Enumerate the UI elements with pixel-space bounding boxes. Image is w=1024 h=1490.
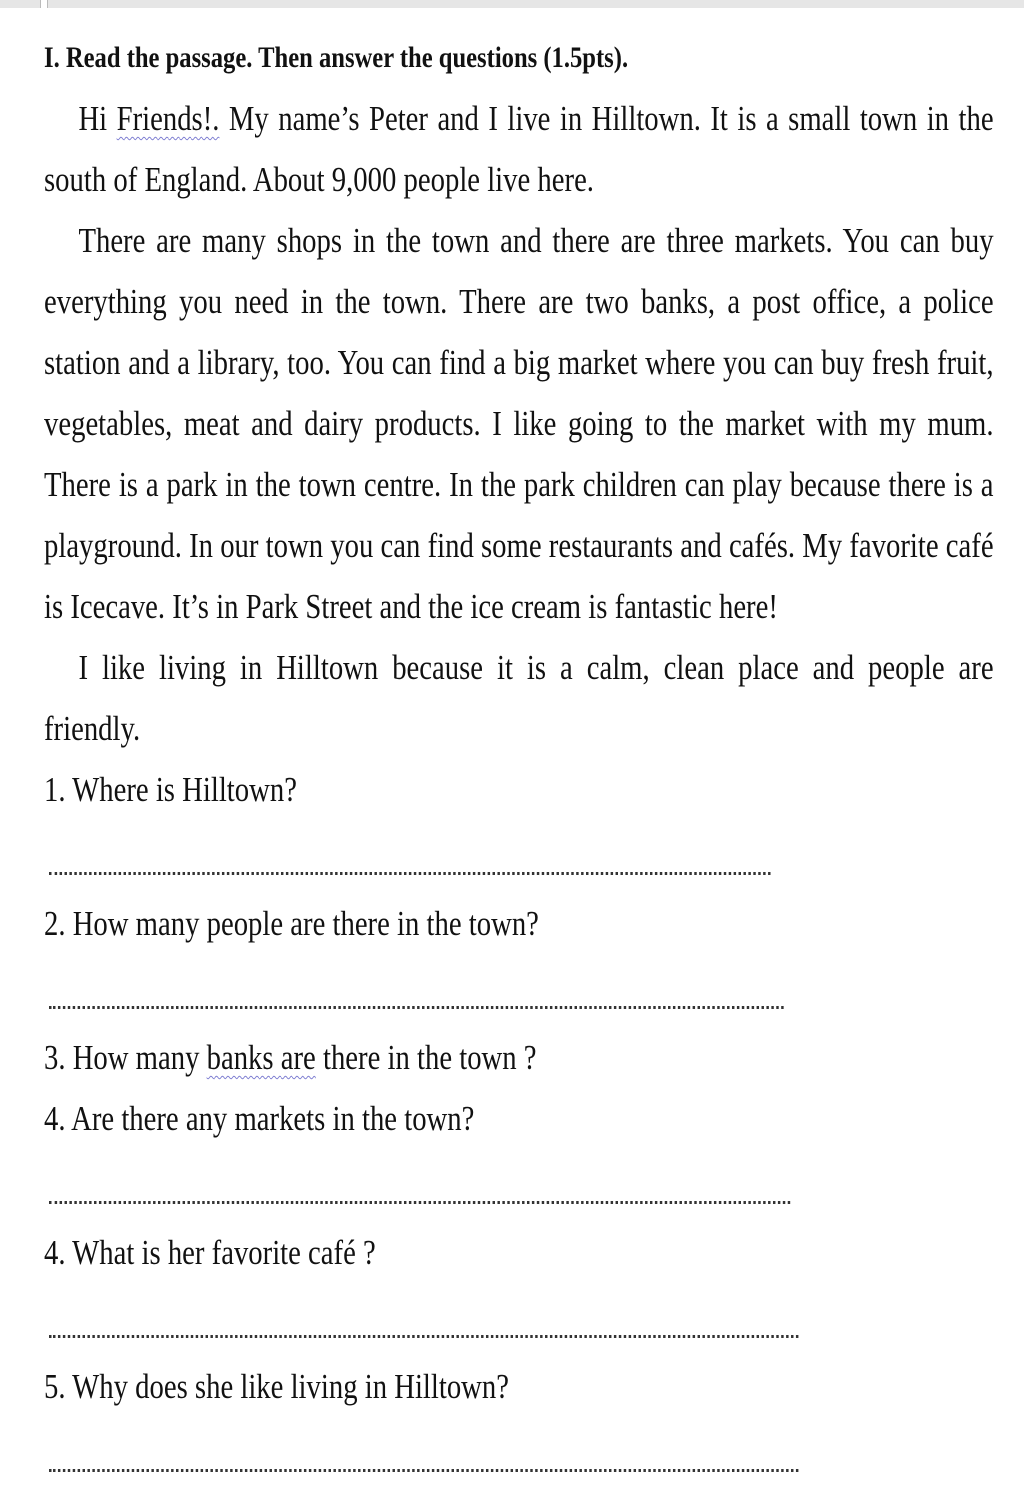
- answer-line-5[interactable]: [49, 1331, 798, 1338]
- question-5: 4. What is her favorite café ?: [44, 1233, 376, 1272]
- top-toolbar-strip: [0, 0, 1024, 8]
- question-3: [44, 1027, 831, 1088]
- answer-line-2[interactable]: [49, 1002, 784, 1009]
- question-6: 5. Why does she like living in Hilltown?: [44, 1367, 510, 1406]
- question-text: 3. How many: [44, 1038, 207, 1077]
- passage-text: My name’s Peter and I live in Hilltown. It is a small town in the south of England. About 9,000 people live here.: [44, 99, 994, 199]
- question-4: 4. Are there any markets in the town?: [44, 1099, 475, 1138]
- ruler-marker: [40, 0, 48, 8]
- question-text: there in the town ?: [315, 1038, 537, 1077]
- passage-text: Hi: [78, 99, 117, 138]
- answer-line-1[interactable]: [49, 868, 771, 875]
- answer-line-4[interactable]: [49, 1197, 790, 1204]
- spellcheck-flagged-word: Friends!.: [116, 99, 220, 138]
- question-2: 2. How many people are there in the town?: [44, 904, 539, 943]
- passage-paragraph-1: [44, 88, 994, 210]
- question-1: 1. Where is Hilltown?: [44, 770, 297, 809]
- exercise-heading: I. Read the passage. Then answer the questions (1.5pts).: [44, 41, 629, 74]
- answer-line-6[interactable]: [49, 1465, 798, 1472]
- worksheet-page: [44, 28, 994, 1490]
- passage-paragraph-3: I like living in Hilltown because it is a calm, clean place and people are friendly.: [44, 648, 994, 748]
- passage-paragraph-2: There are many shops in the town and there are three markets. You can buy everything you need in the town. There are two banks, a post office, a police station and a library, too. You can find a big market where you can buy fresh fruit, vegetables, meat and dairy products. I like going to the market with my mum. There is a park in the town centre. In the park children can play because there is a playground. In our town you can find some restaurants and cafés. My favorite café is Icecave. It’s in Park Street and the ice cream is fantastic here!: [44, 221, 994, 626]
- spellcheck-flagged-word: banks are: [206, 1038, 316, 1077]
